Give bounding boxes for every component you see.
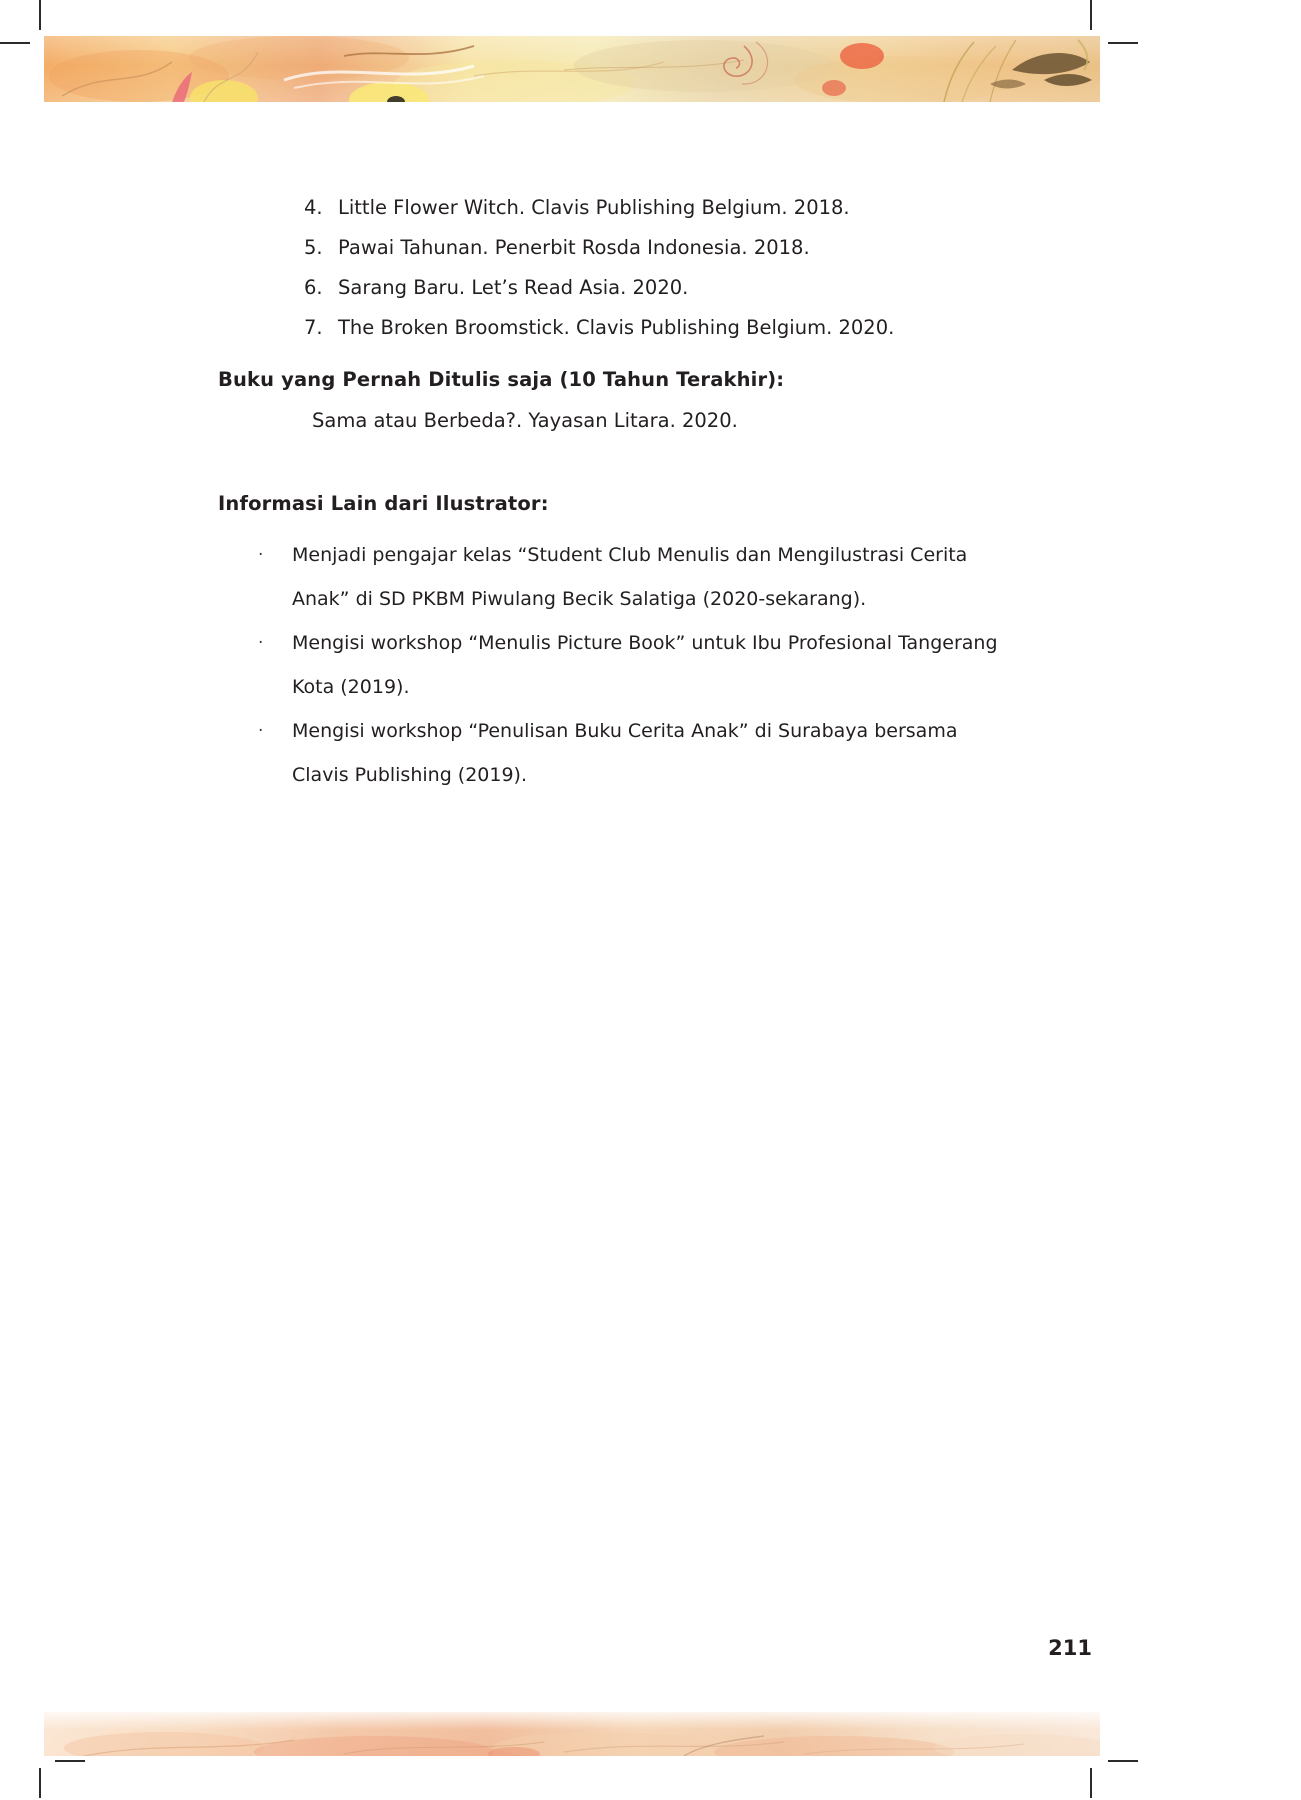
list-item-text: Little Flower Witch. Clavis Publishing Belgium. 2018. xyxy=(338,196,850,219)
list-item xyxy=(218,228,1108,268)
list-item-text: Sarang Baru. Let’s Read Asia. 2020. xyxy=(338,276,689,299)
list-item-text: Mengisi workshop “Menulis Picture Book” untuk Ibu Profesional Tangerang Kota (2019). xyxy=(292,632,998,698)
list-item xyxy=(218,533,1108,621)
list-item-number: 7. xyxy=(304,316,323,339)
crop-mark-bottom-right-horizontal xyxy=(1108,1760,1138,1762)
crop-mark-bottom-right-vertical xyxy=(1090,1768,1092,1798)
list-item-number: 4. xyxy=(304,196,323,219)
books-written-heading: Buku yang Pernah Ditulis saja (10 Tahun Terakhir): xyxy=(218,368,785,391)
illustrator-info-list xyxy=(218,533,1108,797)
crop-mark-bottom-left-horizontal xyxy=(55,1760,85,1762)
illustrator-info-heading: Informasi Lain dari Ilustrator: xyxy=(218,492,549,515)
list-item-text: The Broken Broomstick. Clavis Publishing Belgium. 2020. xyxy=(338,316,895,339)
reference-list xyxy=(218,188,1108,348)
crop-mark-top-left-horizontal xyxy=(0,42,30,44)
crop-mark-top-left-vertical xyxy=(39,0,41,30)
bullet-icon: · xyxy=(258,721,264,741)
list-item-text: Pawai Tahunan. Penerbit Rosda Indonesia. 2018. xyxy=(338,236,810,259)
list-item-text: Mengisi workshop “Penulisan Buku Cerita Anak” di Surabaya bersama Clavis Publishing (2019). xyxy=(292,720,958,786)
list-item-number: 5. xyxy=(304,236,323,259)
list-item-text: Menjadi pengajar kelas “Student Club Menulis dan Mengilustrasi Cerita Anak” di SD PKBM Piwulang Becik Salatiga (2020-sekarang). xyxy=(292,544,968,610)
list-item xyxy=(218,268,1108,308)
books-written-entry: Sama atau Berbeda?. Yayasan Litara. 2020. xyxy=(312,409,738,432)
page-number: 211 xyxy=(1048,1636,1092,1660)
crop-mark-top-right-horizontal xyxy=(1108,42,1138,44)
bullet-icon: · xyxy=(258,545,264,565)
crop-mark-bottom-left-vertical xyxy=(39,1768,41,1798)
list-item xyxy=(218,308,1108,348)
text-column xyxy=(218,188,1108,797)
list-item xyxy=(218,709,1108,797)
bullet-icon: · xyxy=(258,633,264,653)
list-item xyxy=(218,621,1108,709)
list-item-number: 6. xyxy=(304,276,323,299)
list-item xyxy=(218,188,1108,228)
crop-mark-top-right-vertical xyxy=(1090,0,1092,30)
